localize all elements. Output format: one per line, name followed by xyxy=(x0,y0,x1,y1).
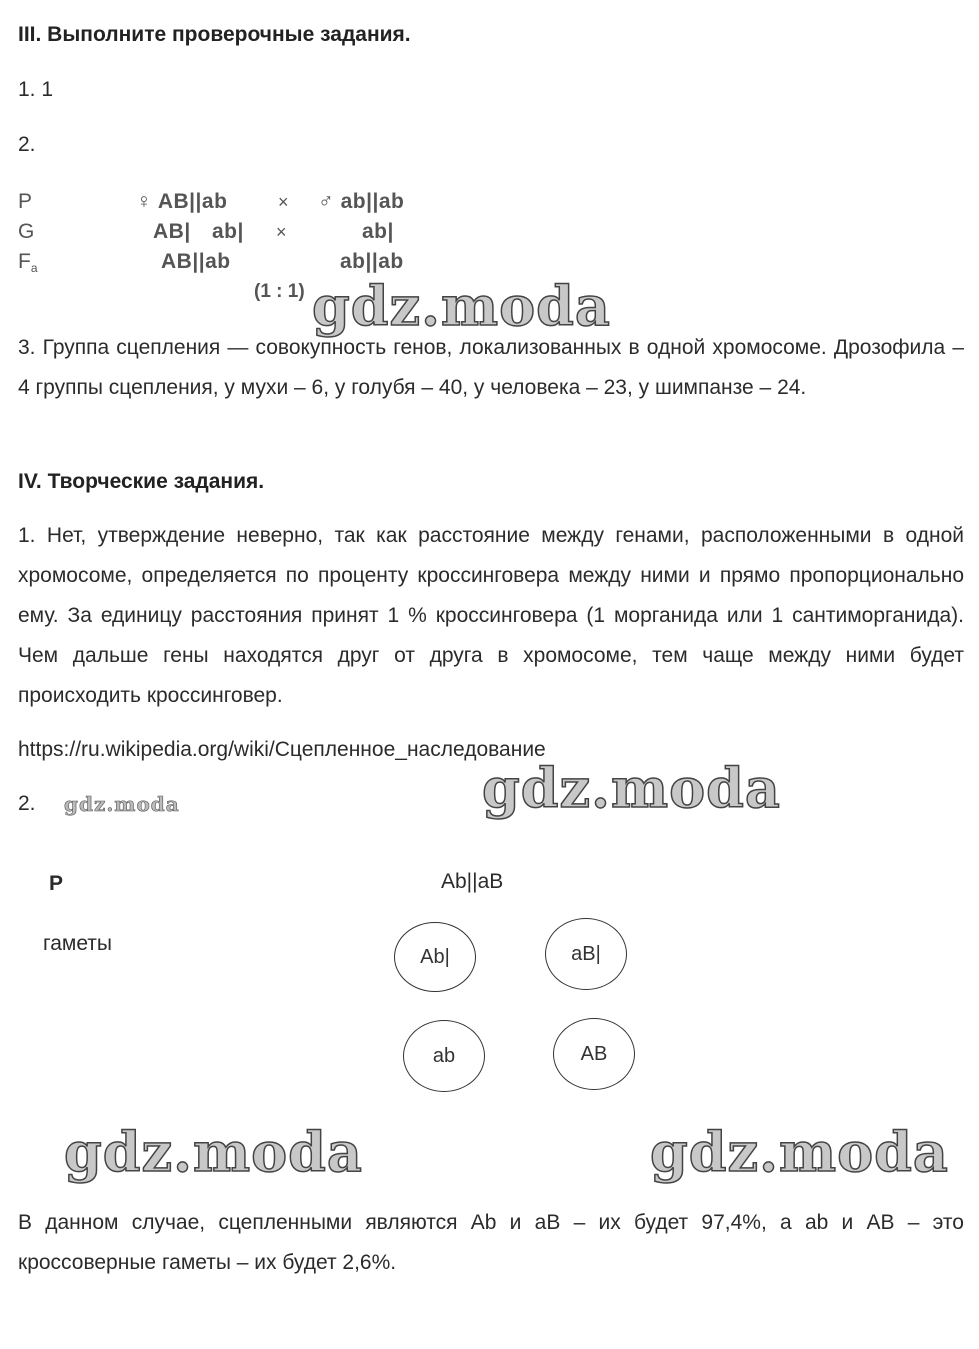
gametes-label: гаметы xyxy=(43,932,113,955)
female-parent xyxy=(136,190,227,214)
cross-f-letter: F xyxy=(18,250,31,273)
watermark-small: gdz.moda xyxy=(64,792,180,816)
gamete-female-1: AB| xyxy=(153,220,191,243)
offspring-1: AB||ab xyxy=(161,250,231,273)
male-parent xyxy=(318,190,404,214)
watermark-2: gdz.moda xyxy=(482,756,781,820)
watermark-1: gdz.moda xyxy=(312,274,611,338)
cross-sign-p: × xyxy=(278,192,289,212)
parent-genotype: Ab||aB xyxy=(441,870,504,893)
conclusion-text: В данном случае, сцепленными являются Ab и aB – их будет 97,4%, а ab и AB – это кроссоверные гаметы – их будет 2,6%. xyxy=(18,1211,964,1274)
reference-link[interactable]: https://ru.wikipedia.org/wiki/Сцепленное_наследование xyxy=(18,738,546,761)
answer-4-1: 1. Нет, утверждение неверно, так как расстояние между генами, расположенными в одной хромосоме, определяется по проценту кроссинговера между ними и прямо пропорционально ему. За единицу расстояния принят 1 % кроссинговера (1 морганида или 1 сантиморганида). Чем дальше гены находятся друг от друга в хромосоме, тем чаще между ними будет происходить кроссинговер. xyxy=(18,524,964,707)
gamete-female-2: ab| xyxy=(212,220,244,243)
watermark-3: gdz.moda xyxy=(64,1120,363,1184)
gamete-3-label: ab xyxy=(432,1044,456,1067)
answer-3-3: 3. Группа сцепления — совокупность генов, локализованных в одной хромосоме. Дрозофила – 4 группы сцепления, у мухи – 6, у голубя – 40, у человека – 23, у шимпанзе – 24. xyxy=(18,336,964,399)
female-symbol-icon: ♀ xyxy=(136,190,153,213)
answer-3-1: 1. 1 xyxy=(18,78,54,101)
gamete-circle-4 xyxy=(553,1018,635,1090)
gamete-circle-3 xyxy=(403,1020,485,1092)
offspring-2: ab||ab xyxy=(340,250,404,273)
segregation-ratio: (1 : 1) xyxy=(254,281,305,302)
section-3-heading: III. Выполните проверочные задания. xyxy=(18,23,411,46)
male-symbol-icon: ♂ xyxy=(318,190,335,213)
watermark-4: gdz.moda xyxy=(650,1120,949,1184)
gamete-male: ab| xyxy=(362,220,394,243)
gamete-1-label: Ab| xyxy=(420,945,450,968)
cross-f-label xyxy=(18,250,38,275)
answer-4-2-number: 2. xyxy=(18,792,36,815)
male-genotype: ab||ab xyxy=(340,190,405,213)
gamete-2-label: aB| xyxy=(571,942,601,965)
female-genotype: AB||ab xyxy=(157,190,228,213)
cross-p-label: P xyxy=(18,190,33,213)
cross-g-label: G xyxy=(18,220,35,243)
gamete-circle-2 xyxy=(545,918,627,990)
cross-f-subscript: a xyxy=(30,261,38,275)
gamete-4-label: AB xyxy=(580,1042,608,1065)
cross-sign-g: × xyxy=(276,222,287,242)
answer-3-2-number: 2. xyxy=(18,133,36,156)
diagram-p-label: P xyxy=(49,872,64,895)
gamete-circle-1 xyxy=(394,922,476,992)
section-4-heading: IV. Творческие задания. xyxy=(18,470,265,493)
